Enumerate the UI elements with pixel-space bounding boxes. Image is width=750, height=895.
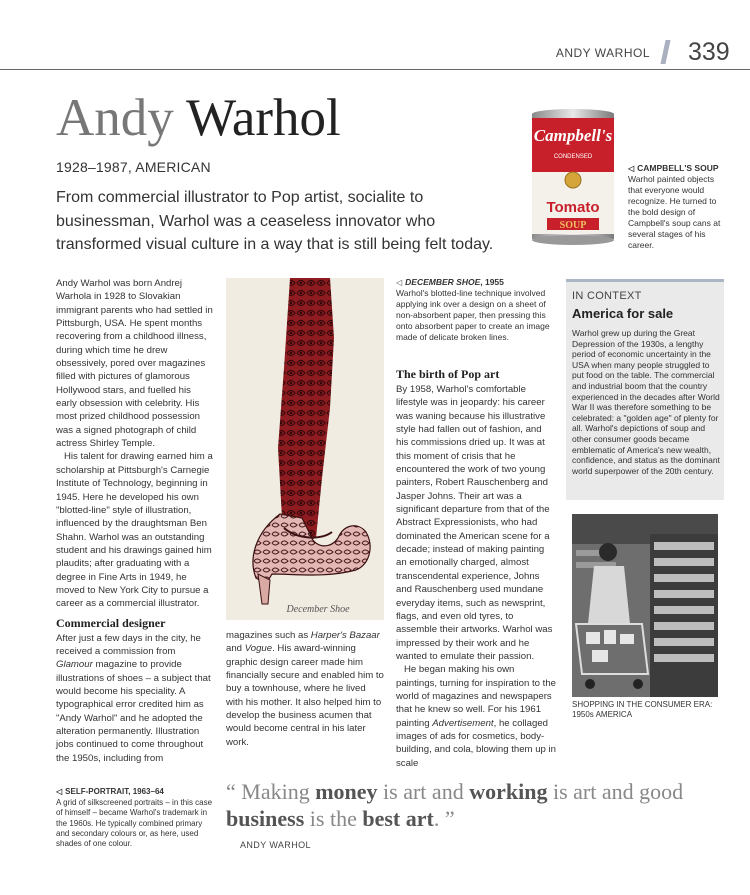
header-rule <box>0 69 750 70</box>
context-heading: America for sale <box>572 306 674 321</box>
december-shoe-image <box>226 278 384 620</box>
col3-paragraph-1: By 1958, Warhol's comfortable lifestyle was in jeopardy: his career was waning because his illustrative style had fallen out of fashion, and his commissions dried up. It was at this moment of crisis that he encountered the work of two young painters, Robert Rauschenberg and Jasper Johns. Their art was a significant departure from that of the Abstract Expressionists, who had dominated the American scene for a decade; instead of making painting an emotionally charged, almost transcendental experience, Johns and Rauschenberg used mundane everyday items, such as newsprint, flags, and even old tyres, to assemble their artworks. Warhol was impressed by their work and he wanted to emulate their passion. <box>396 384 553 662</box>
shoe-caption-title: ◁ DECEMBER SHOE, 1955 <box>396 277 504 287</box>
can-condensed-text: CONDENSED <box>553 154 593 160</box>
body-column-1 <box>56 277 214 765</box>
soup-caption-text: Warhol painted objects that everyone would recognize. He turned to the bold design of Campbell's soup cans at several stages of his career. <box>628 174 721 250</box>
col1-paragraph-1: Andy Warhol was born Andrej Warhola in 1928 to Slovakian immigrant parents who had settled in Pittsburgh, USA. He spent months recovering from a childhood illness, during which time he drew obsessively, pored over magazines filled with pictures of glamorous Hollywood stars, and fuelled his early obsession with celebrity. His most prized childhood possession was a signed photograph of child actress Shirley Temple. <box>56 278 213 450</box>
context-text: Warhol grew up during the Great Depression of the 1930s, a lengthy period of economic uncertainty in the USA when many people struggled to put food on the table. The commercial and industrial boom that the country experienced in the decades after World War II was therefore something to be celebrated: a "golden age" of plenty for all. Warhol's depictions of soup and other consumer goods became emblematic of America's new wealth, confidence, and status as the dominant world superpower of the 20th century. <box>572 328 720 476</box>
header-slash-divider <box>660 40 670 64</box>
self-portrait-caption <box>56 787 216 849</box>
title-first-name: Andy <box>56 89 174 147</box>
caption-pointer-icon: ◁ <box>56 787 63 796</box>
soup-caption-title: ◁ CAMPBELL'S SOUP <box>628 163 719 173</box>
campbells-soup-image <box>529 108 617 248</box>
in-context-box <box>566 279 724 500</box>
shoe-caption <box>396 277 552 343</box>
body-column-2 <box>226 629 384 749</box>
running-head: ANDY WARHOL <box>555 46 650 60</box>
col1-paragraph-3: After just a few days in the city, he received a commission from Glamour magazine to provide illustrations of shoes – a subject that would become his speciality. A typographical error credited him as "Andy Warhol" and he adopted the alteration permanently. Illustration jobs continued to come throughout the 1950s, including from <box>56 632 211 764</box>
intro-paragraph: From commercial illustrator to Pop artist, socialite to businessman, Warhol was a ceaseless innovator who transformed visual culture in a way that is still being felt today. <box>56 189 494 253</box>
can-soup-text: SOUP <box>559 220 587 231</box>
self-portrait-caption-title: ◁ SELF-PORTRAIT, 1963–64 <box>56 787 164 796</box>
body-column-3 <box>396 362 556 770</box>
caption-pointer-icon: ◁ <box>396 278 403 287</box>
col3-paragraph-2: He began making his own paintings, turning for inspiration to the world of magazines and newspapers that he knew so well. For his 1961 painting Advertisement, he collaged images of ads for cosmetics, body-building, and cola, blowing them up in scale <box>396 664 557 769</box>
self-portrait-caption-text: A grid of silkscreened portraits – in this case of himself – became Warhol's trademark in the 1960s. He typically combined primary and secondary colours or, as here, used shades of one colour. <box>56 798 213 849</box>
shopping-photo <box>572 514 718 697</box>
col2-paragraph: magazines such as Harper's Bazaar and Vogue. His award-winning graphic design career made him financially secure and enabled him to buy a townhouse, where he lived with his mother. It also helped him to develop the business acumen that would become central in his later work. <box>226 630 384 748</box>
artist-dates: 1928–1987, AMERICAN <box>56 159 211 175</box>
page-number: 339 <box>688 38 730 66</box>
heading-commercial-designer: Commercial designer <box>56 615 166 630</box>
quote-attribution: ANDY WARHOL <box>240 840 311 850</box>
pull-quote: “ Making money is art and working is art and good business is the best art. ” <box>226 779 684 831</box>
shopping-caption: SHOPPING IN THE CONSUMER ERA: 1950s AMERICA <box>572 700 713 719</box>
caption-pointer-icon: ◁ <box>628 164 635 173</box>
can-flavor-text: Tomato <box>546 199 600 216</box>
soup-caption <box>628 163 728 251</box>
page-title <box>56 89 341 147</box>
context-label: IN CONTEXT <box>572 290 642 302</box>
shoe-signature: December Shoe <box>286 604 350 615</box>
shoe-caption-text: Warhol's blotted-line technique involved applying ink over a design on a sheet of non-absorbent paper, then pressing this onto absorbent paper to create an image made of delicate broken lines. <box>396 288 550 342</box>
can-brand-text: Campbell's <box>533 126 613 145</box>
col1-paragraph-2: His talent for drawing earned him a scholarship at Pittsburgh's Carnegie Institute of Technology, beginning in 1945. Here he developed his own "blotted-line" style of illustration, influenced by the draughtsman Ben Shahn. Warhol was an outstanding student and his drawings gained him plaudits; after graduating with a degree in Fine Arts in 1949, he moved to New York City to pursue a career as a commercial illustrator. <box>56 451 213 610</box>
title-last-name: Warhol <box>186 89 341 147</box>
heading-birth-of-pop-art: The birth of Pop art <box>396 367 500 381</box>
